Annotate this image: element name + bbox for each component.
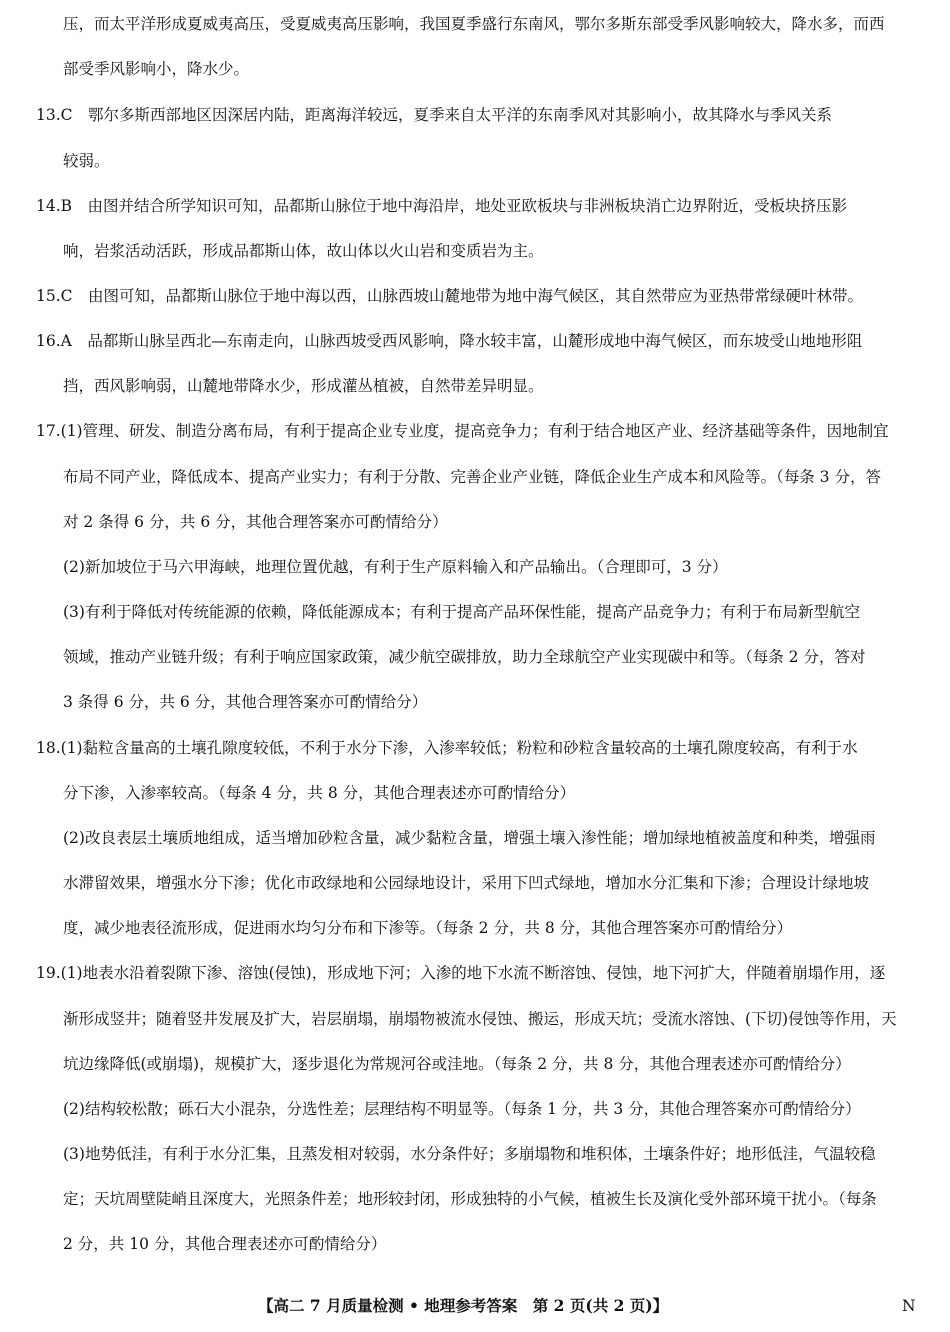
- answer-15: 15.C 由图可知，品都斯山脉位于地中海以西，山脉西坡山麓地带为地中海气候区，其自然带应为亚热带常绿硬叶林带。: [36, 287, 864, 305]
- page-footer: [0, 1294, 950, 1318]
- text-line: 水滞留效果，增强水分下渗；优化市政绿地和公园绿地设计，采用下凹式绿地，增加水分汇集和下渗；合理设计绿地坡: [63, 874, 870, 892]
- answer-17: 17.(1)管理、研发、制造分离布局，有利于提高企业专业度，提高竞争力；有利于结合地区产业、经济基础等条件，因地制宜: [36, 422, 889, 440]
- text-line: (2)结构较松散；砾石大小混杂，分选性差；层理结构不明显等。（每条 1 分，共 3 分，其他合理答案亦可酌情给分）: [63, 1100, 861, 1118]
- text-line: (2)改良表层土壤质地组成，适当增加砂粒含量，减少黏粒含量，增强土壤入渗性能；增加绿地植被盖度和种类，增强雨: [63, 829, 876, 847]
- text-line: 3 条得 6 分，共 6 分，其他合理答案亦可酌情给分）: [63, 693, 428, 711]
- answer-18: 18.(1)黏粒含量高的土壤孔隙度较低，不利于水分下渗，入渗率较低；粉粒和砂粒含量较高的土壤孔隙度较高，有利于水: [36, 739, 858, 757]
- text-line: 2 分，共 10 分，其他合理表述亦可酌情给分）: [63, 1235, 387, 1253]
- footer-version-letter: N: [902, 1297, 916, 1315]
- text-line: (2)新加坡位于马六甲海峡，地理位置优越，有利于生产原料输入和产品输出。（合理即可，3 分）: [63, 558, 728, 576]
- answer-16: 16.A 品都斯山脉呈西北—东南走向，山脉西坡受西风影响，降水较丰富，山麓形成地中海气候区，而东坡受山地地形阻: [36, 332, 863, 350]
- text-line: 部受季风影响小，降水少。: [63, 60, 250, 78]
- answer-19: 19.(1)地表水沿着裂隙下渗、溶蚀(侵蚀)，形成地下河；入渗的地下水流不断溶蚀、侵蚀，地下河扩大，伴随着崩塌作用，逐: [36, 964, 886, 982]
- text-line: (3)地势低洼，有利于水分汇集，且蒸发相对较弱，水分条件好；多崩塌物和堆积体，土壤条件好；地形低洼，气温较稳: [63, 1145, 876, 1163]
- text-line: 渐形成竖井；随着竖井发展及扩大，岩层崩塌，崩塌物被流水侵蚀、搬运，形成天坑；受流水溶蚀、(下切)侵蚀等作用，天: [63, 1010, 897, 1028]
- text-line: 坑边缘降低(或崩塌)，规模扩大，逐步退化为常规河谷或洼地。（每条 2 分，共 8 分，其他合理表述亦可酌情给分）: [63, 1055, 851, 1073]
- text-line: 定；天坑周壁陡峭且深度大，光照条件差；地形较封闭，形成独特的小气候，植被生长及演化受外部环境干扰小。（每条: [63, 1190, 877, 1208]
- text-line: 压，而太平洋形成夏威夷高压，受夏威夷高压影响，我国夏季盛行东南风，鄂尔多斯东部受季风影响较大，降水多，而西: [63, 15, 885, 33]
- text-line: 分下渗，入渗率较高。（每条 4 分，共 8 分，其他合理表述亦可酌情给分）: [63, 784, 576, 802]
- text-line: (3)有利于降低对传统能源的依赖，降低能源成本；有利于提高产品环保性能，提高产品竞争力；有利于布局新型航空: [63, 603, 860, 621]
- text-line: 布局不同产业，降低成本、提高产业实力；有利于分散、完善企业产业链，降低企业生产成本和风险等。（每条 3 分，答: [63, 468, 881, 486]
- footer-title: 【高二 7 月质量检测 • 地理参考答案 第 2 页(共 2 页)】: [258, 1296, 669, 1315]
- text-line: 领域，推动产业链升级；有利于响应国家政策，减少航空碳排放，助力全球航空产业实现碳中和等。（每条 2 分，答对: [63, 648, 866, 666]
- answer-13: 13.C 鄂尔多斯西部地区因深居内陆，距离海洋较远，夏季来自太平洋的东南季风对其影响小，故其降水与季风关系: [36, 106, 833, 124]
- answer-14: 14.B 由图并结合所学知识可知，品都斯山脉位于地中海沿岸，地处亚欧板块与非洲板块消亡边界附近，受板块挤压影: [36, 197, 848, 215]
- text-line: 挡，西风影响弱，山麓地带降水少，形成灌丛植被，自然带差异明显。: [63, 377, 544, 395]
- text-line: 度，减少地表径流形成，促进雨水均匀分布和下渗等。（每条 2 分，共 8 分，其他合理答案亦可酌情给分）: [63, 919, 793, 937]
- text-line: 对 2 条得 6 分，共 6 分，其他合理答案亦可酌情给分）: [63, 513, 448, 531]
- text-line: 响，岩浆活动活跃，形成品都斯山体，故山体以火山岩和变质岩为主。: [63, 242, 544, 260]
- text-line: 较弱。: [63, 152, 110, 170]
